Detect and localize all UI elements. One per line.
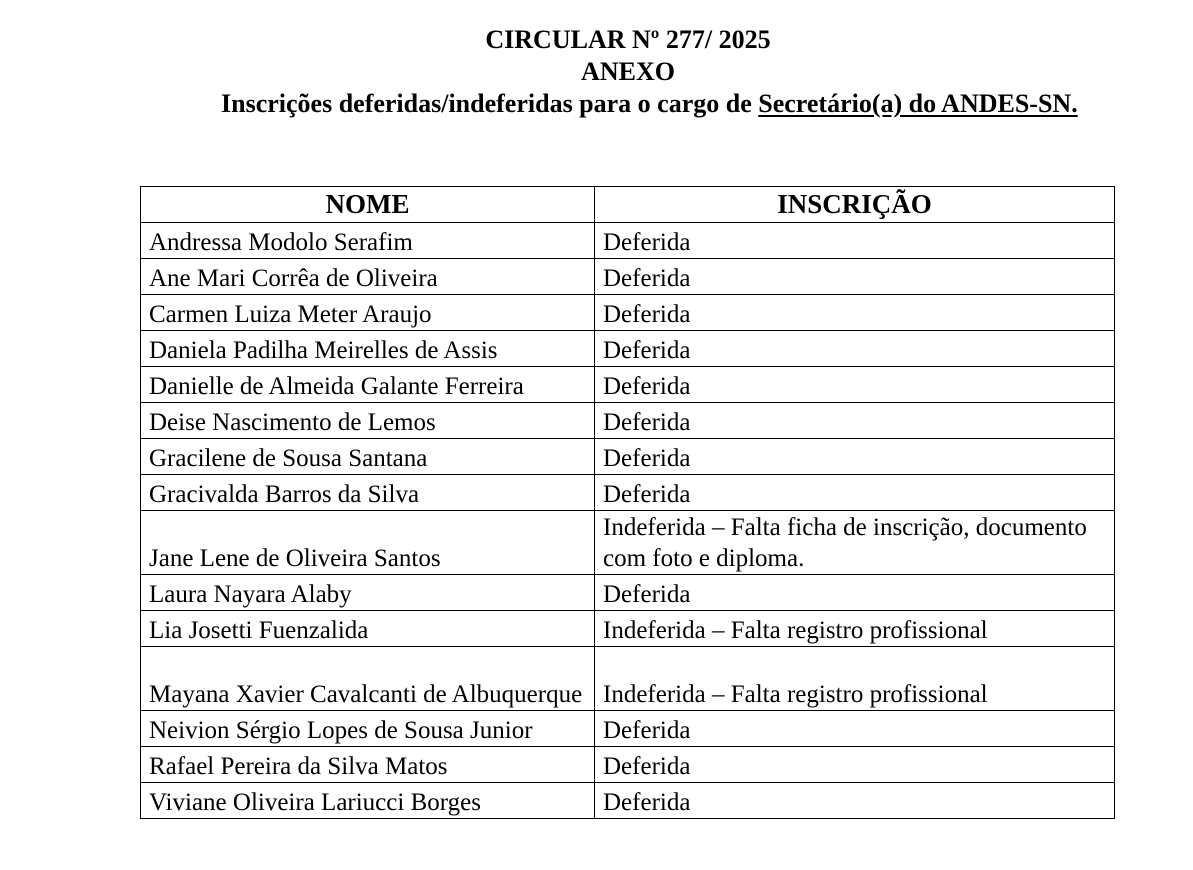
candidate-name: Deise Nascimento de Lemos (141, 403, 595, 439)
candidate-name: Carmen Luiza Meter Araujo (141, 295, 595, 331)
registration-status: Deferida (595, 475, 1115, 511)
candidate-name: Mayana Xavier Cavalcanti de Albuquerque (141, 647, 595, 711)
subtitle-prefix: Inscrições deferidas/indeferidas para o cargo de (221, 89, 759, 118)
table-row (141, 711, 1115, 747)
registration-status: Deferida (595, 575, 1115, 611)
candidate-name: Gracilene de Sousa Santana (141, 439, 595, 475)
table-row (141, 575, 1115, 611)
table-row (141, 511, 1115, 575)
registration-status: Indeferida – Falta ficha de inscrição, documento com foto e diploma. (595, 511, 1115, 575)
table-row (141, 647, 1115, 711)
document-title: CIRCULAR Nº 277/ 2025 (485, 25, 771, 54)
registration-status: Indeferida – Falta registro profissional (595, 611, 1115, 647)
candidate-name: Viviane Oliveira Lariucci Borges (141, 783, 595, 819)
table-row (141, 331, 1115, 367)
candidate-name: Gracivalda Barros da Silva (141, 475, 595, 511)
annex-heading: ANEXO (581, 57, 675, 86)
subtitle-position: Secretário(a) do ANDES-SN. (758, 89, 1078, 118)
candidate-name: Laura Nayara Alaby (141, 575, 595, 611)
registration-status: Deferida (595, 711, 1115, 747)
table-row (141, 295, 1115, 331)
table-row (141, 783, 1115, 819)
registrations-table (140, 186, 1115, 819)
registration-status: Deferida (595, 259, 1115, 295)
table-row (141, 367, 1115, 403)
registration-status: Deferida (595, 783, 1115, 819)
candidate-name: Lia Josetti Fuenzalida (141, 611, 595, 647)
table-header-row (141, 187, 1115, 223)
column-header-name: NOME (141, 187, 595, 223)
registration-status: Deferida (595, 367, 1115, 403)
registration-status: Deferida (595, 331, 1115, 367)
table-row (141, 475, 1115, 511)
registration-status: Deferida (595, 223, 1115, 259)
registration-status: Deferida (595, 439, 1115, 475)
registration-status: Deferida (595, 295, 1115, 331)
candidate-name: Rafael Pereira da Silva Matos (141, 747, 595, 783)
column-header-registration: INSCRIÇÃO (595, 187, 1115, 223)
candidate-name: Daniela Padilha Meirelles de Assis (141, 331, 595, 367)
candidate-name: Neivion Sérgio Lopes de Sousa Junior (141, 711, 595, 747)
candidate-name: Ane Mari Corrêa de Oliveira (141, 259, 595, 295)
table-row (141, 611, 1115, 647)
candidate-name: Danielle de Almeida Galante Ferreira (141, 367, 595, 403)
registration-status: Deferida (595, 747, 1115, 783)
registration-status: Deferida (595, 403, 1115, 439)
registration-status: Indeferida – Falta registro profissional (595, 647, 1115, 711)
table-row (141, 223, 1115, 259)
candidate-name: Andressa Modolo Serafim (141, 223, 595, 259)
table-row (141, 747, 1115, 783)
subtitle (221, 89, 1078, 119)
table-row (141, 259, 1115, 295)
candidate-name: Jane Lene de Oliveira Santos (141, 511, 595, 575)
table-row (141, 439, 1115, 475)
table-row (141, 403, 1115, 439)
